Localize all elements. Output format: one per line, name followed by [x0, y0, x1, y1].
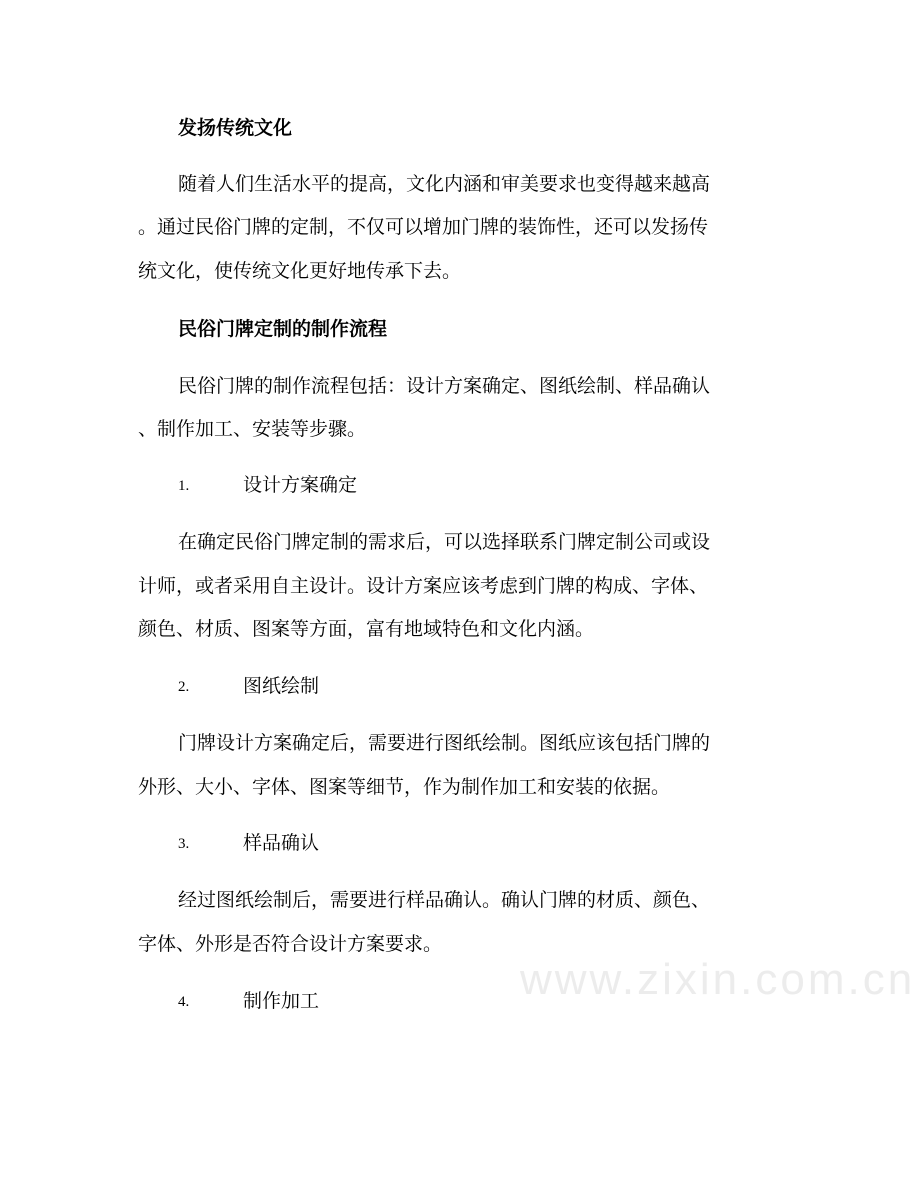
paragraph-line: 随着人们生活水平的提高，文化内涵和审美要求也变得越来越高 — [178, 173, 711, 195]
paragraph-line: 颜色、材质、图案等方面，富有地域特色和文化内涵。 — [138, 618, 595, 640]
paragraph-line: 字体、外形是否符合设计方案要求。 — [138, 933, 443, 955]
watermark: www.zixin.com.cn — [520, 955, 916, 1004]
paragraph-line: 统文化，使传统文化更好地传承下去。 — [138, 260, 462, 282]
section-heading: 民俗门牌定制的制作流程 — [178, 318, 388, 340]
step-title: 制作加工 — [243, 990, 320, 1012]
step-number: 4. — [178, 994, 190, 1010]
paragraph-line: 计师，或者采用自主设计。设计方案应该考虑到门牌的构成、字体、 — [138, 575, 709, 597]
step-number: 3. — [178, 836, 190, 852]
paragraph-line: 。通过民俗门牌的定制，不仅可以增加门牌的装饰性，还可以发扬传 — [138, 216, 709, 238]
step-title: 样品确认 — [243, 832, 320, 854]
step-title: 设计方案确定 — [243, 474, 358, 496]
paragraph-line: 外形、大小、字体、图案等细节，作为制作加工和安装的依据。 — [138, 776, 671, 798]
step-title: 图纸绘制 — [243, 675, 320, 697]
step-number: 1. — [178, 478, 190, 494]
paragraph-line: 、制作加工、安装等步骤。 — [138, 418, 367, 440]
paragraph-line: 在确定民俗门牌定制的需求后，可以选择联系门牌定制公司或设 — [178, 531, 711, 553]
section-heading: 发扬传统文化 — [178, 117, 293, 139]
step-number: 2. — [178, 679, 190, 695]
paragraph-line: 经过图纸绘制后，需要进行样品确认。确认门牌的材质、颜色、 — [178, 889, 711, 911]
paragraph-line: 民俗门牌的制作流程包括：设计方案确定、图纸绘制、样品确认 — [178, 375, 711, 397]
paragraph-line: 门牌设计方案确定后，需要进行图纸绘制。图纸应该包括门牌的 — [178, 732, 711, 754]
